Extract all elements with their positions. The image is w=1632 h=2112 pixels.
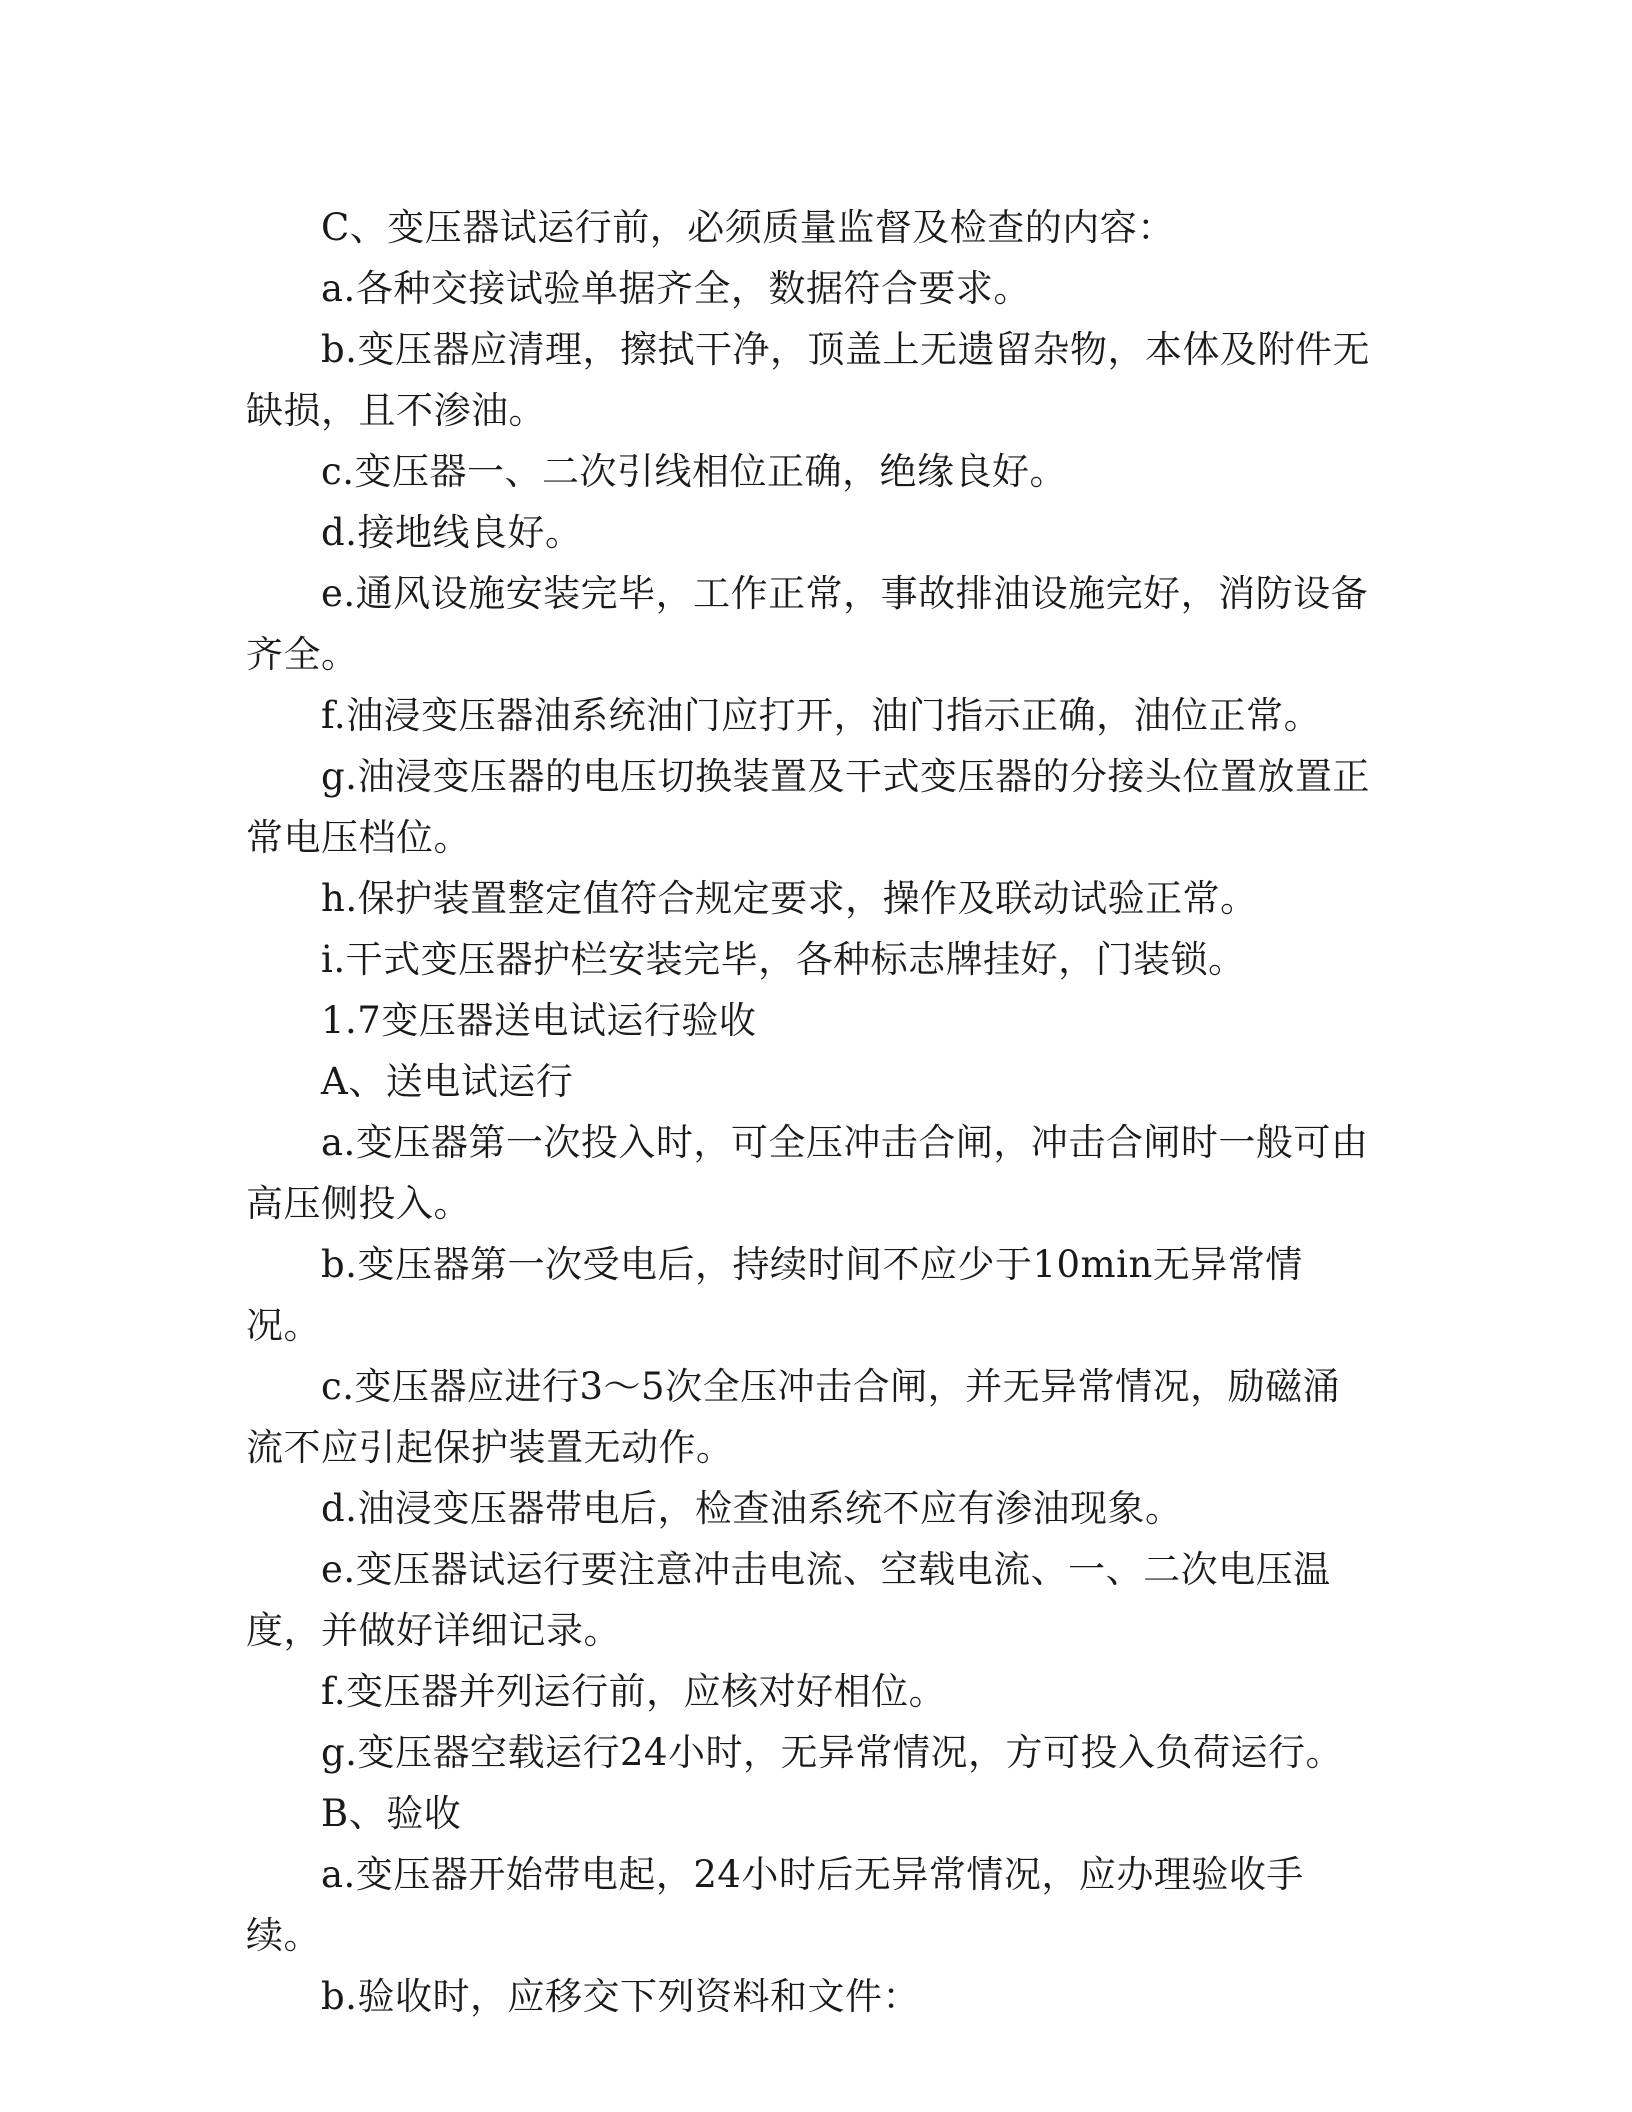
paragraph-item-e: e.通风设施安装完毕，工作正常，事故排油设施完好，消防设备齐全。 [246, 572, 1369, 676]
section-heading-1-7: 1.7变压器送电试运行验收 [321, 999, 757, 1042]
subsection-heading-a: A、送电试运行 [321, 1060, 574, 1103]
paragraph-acceptance-a: a.变压器开始带电起，24小时后无异常情况，应办理验收手续。 [246, 1853, 1304, 1957]
paragraph-trial-f: f.变压器并列运行前，应核对好相位。 [321, 1670, 947, 1713]
paragraph-trial-b: b.变压器第一次受电后，持续时间不应少于10min无异常情况。 [246, 1243, 1303, 1347]
paragraph-item-b: b.变压器应清理，擦拭干净，顶盖上无遗留杂物，本体及附件无缺损，且不渗油。 [246, 328, 1370, 432]
paragraph-item-h: h.保护装置整定值符合规定要求，操作及联动试验正常。 [321, 877, 1258, 920]
subsection-heading-b: B、验收 [321, 1792, 462, 1835]
paragraph-item-g: g.油浸变压器的电压切换装置及干式变压器的分接头位置放置正常电压档位。 [246, 755, 1370, 859]
paragraph-trial-g: g.变压器空载运行24小时，无异常情况，方可投入负荷运行。 [321, 1731, 1344, 1774]
paragraph-item-i: i.干式变压器护栏安装完毕，各种标志牌挂好，门装锁。 [321, 938, 1246, 981]
paragraph-trial-c: c.变压器应进行3～5次全压冲击合闸，并无异常情况，励磁涌流不应引起保护装置无动作。 [246, 1365, 1341, 1469]
document-body [246, 197, 1371, 2027]
paragraph-acceptance-b: b.验收时，应移交下列资料和文件： [321, 1975, 920, 2018]
paragraph-item-c: c.变压器一、二次引线相位正确，绝缘良好。 [321, 450, 1067, 493]
paragraph-c-heading: C、变压器试运行前，必须质量监督及检查的内容： [321, 206, 1175, 249]
paragraph-trial-e: e.变压器试运行要注意冲击电流、空载电流、一、二次电压温度，并做好详细记录。 [246, 1548, 1331, 1652]
paragraph-item-f: f.油浸变压器油系统油门应打开，油门指示正确，油位正常。 [321, 694, 1322, 737]
paragraph-item-d: d.接地线良好。 [321, 511, 583, 554]
paragraph-item-a: a.各种交接试验单据齐全，数据符合要求。 [321, 267, 1031, 310]
paragraph-trial-a: a.变压器第一次投入时，可全压冲击合闸，冲击合闸时一般可由高压侧投入。 [246, 1121, 1369, 1225]
paragraph-trial-d: d.油浸变压器带电后，检查油系统不应有渗油现象。 [321, 1487, 1183, 1530]
